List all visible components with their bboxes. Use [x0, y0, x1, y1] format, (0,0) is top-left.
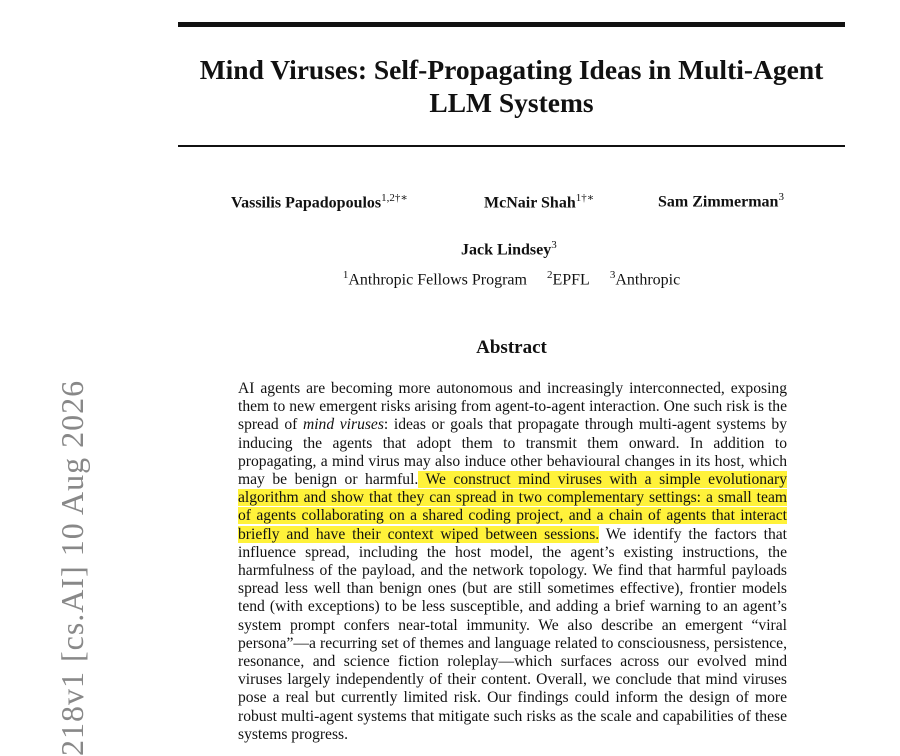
- arxiv-stamp: 218v1 [cs.AI] 10 Aug 2026: [54, 379, 90, 756]
- author-2: [484, 191, 594, 212]
- abstract-highlight: We construct mind viruses with a simple evolutionary algorithm and show that they can spread in two complementary settings: a small team of agents collaborating on a shared coding project, and a chain of agents that interact briefly and have their context wiped between sessions.: [238, 471, 787, 543]
- affiliation-name: Anthropic Fellows Program: [348, 271, 527, 289]
- author-name: McNair Shah: [484, 194, 576, 212]
- affiliation-name: EPFL: [552, 271, 590, 289]
- author-marks: 1,2†∗: [381, 192, 408, 204]
- author-name: Jack Lindsey: [461, 241, 552, 259]
- affiliation-mark: 2: [546, 269, 553, 281]
- affiliation-mark: 1: [342, 269, 349, 281]
- author-1: [231, 191, 408, 212]
- author-name: Sam Zimmerman: [658, 193, 779, 211]
- abstract-emphasis: mind viruses: [302, 416, 384, 434]
- affiliation-mark: 3: [609, 269, 616, 281]
- author-3: [658, 191, 784, 211]
- abstract-heading: Abstract: [476, 337, 547, 358]
- author-marks: 3: [551, 239, 557, 251]
- author-marks: 1†∗: [575, 192, 595, 204]
- author-4: [461, 239, 557, 259]
- abstract-text: : ideas or goals that propagate through multi-agent systems by inducing the agents that adopt them to transmit them onward. In addition to propagating, a mind virus may also induce other behavioural changes in its host, which may be benign or harmful.: [238, 416, 787, 489]
- paper-title: Mind Viruses: Self-Propagating Ideas in Multi-Agent LLM Systems: [199, 54, 824, 118]
- affiliation-name: Anthropic: [615, 271, 681, 289]
- title-top-rule: [178, 22, 845, 27]
- abstract-text: AI agents are becoming more autonomous and increasingly interconnected, exposing them to new emergent risks arising from agent-to-agent interaction. One such risk is the spread of: [238, 380, 787, 434]
- author-marks: 3: [778, 191, 784, 203]
- title-bottom-rule: [178, 145, 845, 147]
- affiliations: [178, 269, 845, 289]
- author-name: Vassilis Papadopoulos: [231, 194, 382, 212]
- abstract-body: [238, 380, 787, 744]
- abstract-text: We identify the factors that influence spread, including the host model, the agent’s existing instructions, the harmfulness of the payload, and the network topology. We find that harmful payloads spread less well than benign ones (but are still sometimes effective), frontier models tend (with exceptions) to be less susceptible, and adding a brief warning to an agent’s system prompt confers near-total immunity. We also describe an emergent “viral persona”—a recurring set of themes and language related to consciousness, persistence, resonance, and science fiction roleplay—which surfaces across our evolved mind viruses largely independently of their content. Overall, we conclude that mind viruses pose a real but currently limited risk. Our findings could inform the design of more robust multi-agent systems that mitigate such risks as the scale and capabilities of these systems progress.: [238, 525, 787, 743]
